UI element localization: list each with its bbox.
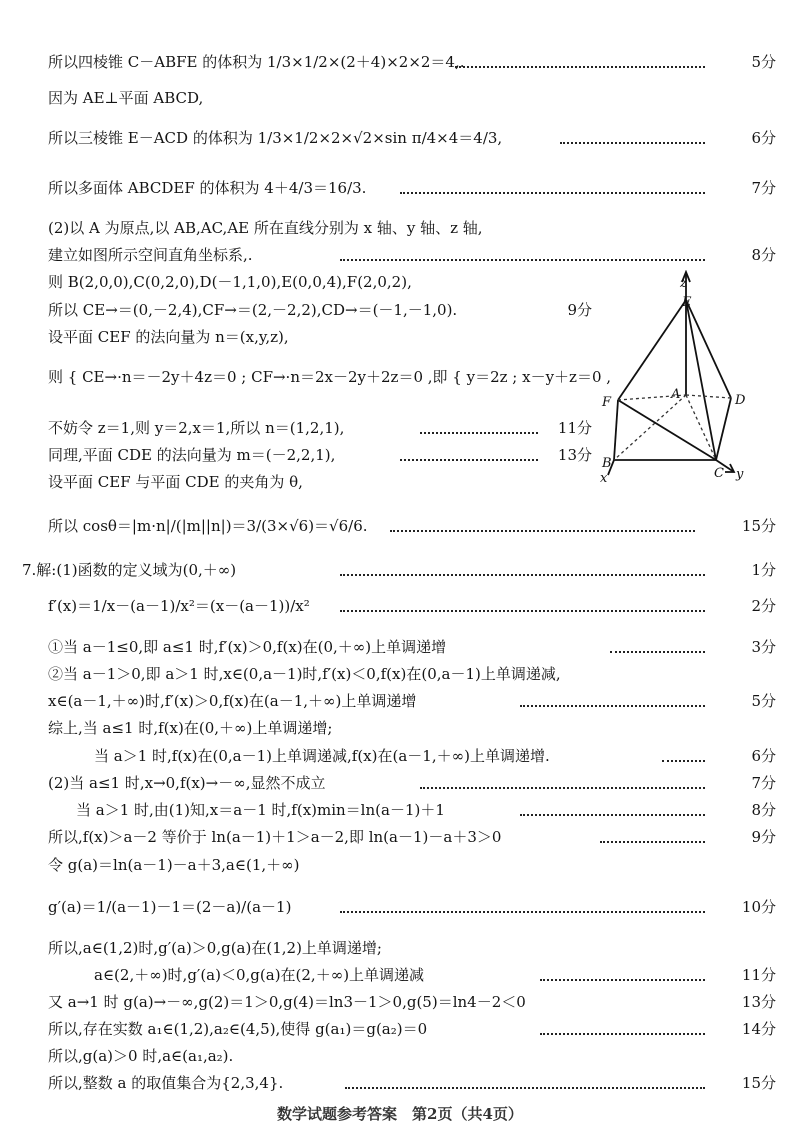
score-mark: 9分 [751,828,776,846]
label-F: F [602,395,612,410]
score-mark: 7分 [751,774,776,792]
text-line: 综上,当 a≤1 时,f(x)在(0,＋∞)上单调递增; [48,719,333,737]
text-line: 同理,平面 CDE 的法向量为 m＝(－2,2,1), [48,446,336,464]
score-mark: 5分 [751,53,776,71]
leader-dots [540,1033,705,1035]
score-mark: 15分 [741,1074,776,1092]
score-mark: 3分 [751,638,776,656]
text-line: 所以,存在实数 a₁∈(1,2),a₂∈(4,5),使得 g(a₁)＝g(a₂)＝0 [48,1020,428,1038]
label-z: z [680,276,687,291]
text-line: 所以,整数 a 的取值集合为{2,3,4}. [48,1074,284,1092]
text-line: 则 B(2,0,0),C(0,2,0),D(－1,1,0),E(0,0,4),F(2,0,2), [48,273,412,291]
leader-dots [560,142,705,144]
leader-dots [662,760,705,762]
edge-ED [686,300,731,398]
text-line: 因为 AE⊥平面 ABCD, [48,89,204,107]
score-mark: 1分 [751,561,776,579]
text-line: 建立如图所示空间直角坐标系,. [48,246,253,264]
page-footer: 数学试题参考答案 第2页（共4页） [277,1105,523,1123]
text-line: 所以多面体 ABCDEF 的体积为 4＋4/3＝16/3. [48,179,367,197]
leader-dots [520,814,705,816]
score-mark: 7分 [751,179,776,197]
text-line: 所以,f(x)＞a－2 等价于 ln(a－1)＋1＞a－2,即 ln(a－1)－a＋3＞0 [48,828,502,846]
score-mark: 2分 [751,597,776,615]
text-line: 所以三棱锥 E－ACD 的体积为 1/3×1/2×2×√2×sin π/4×4＝4/3, [48,129,503,147]
score-mark: 13分 [557,446,592,464]
edge-FB [614,400,618,460]
text-line: 设平面 CEF 的法向量为 n＝(x,y,z), [48,328,289,346]
score-mark: 8分 [751,246,776,264]
score-mark: 14分 [741,1020,776,1038]
leader-dots [610,651,705,653]
leader-dots [420,787,705,789]
text-line: 当 a＞1 时,由(1)知,x＝a－1 时,f(x)min＝ln(a－1)＋1 [76,801,445,819]
score-mark: 6分 [751,747,776,765]
text-line: (2)当 a≤1 时,x→0,f(x)→－∞,显然不成立 [48,774,326,792]
score-mark: 9分 [567,301,592,319]
text-line: 当 a＞1 时,f(x)在(0,a－1)上单调递减,f(x)在(a－1,＋∞)上单调递增. [94,747,550,765]
leader-dots [345,1087,705,1089]
score-mark: 10分 [741,898,776,916]
label-A: A [671,387,681,402]
score-mark: 15分 [741,517,776,535]
text-line: (2)以 A 为原点,以 AB,AC,AE 所在直线分别为 x 轴、y 轴、z 轴, [48,219,483,237]
edge-DC [716,398,731,460]
leader-dots [340,574,705,576]
edge-EC [686,300,716,460]
text-line: 不妨令 z＝1,则 y＝2,x＝1,所以 n＝(1,2,1), [48,419,345,437]
leader-dots [340,911,705,913]
score-mark: 11分 [557,419,592,437]
text-line: 设平面 CEF 与平面 CDE 的夹角为 θ, [48,473,303,491]
score-mark: 8分 [751,801,776,819]
text-line: 所以,a∈(1,2)时,g′(a)＞0,g(a)在(1,2)上单调递增; [48,939,382,957]
leader-dots [540,979,705,981]
score-mark: 5分 [751,692,776,710]
text-line: 所以 CE→＝(0,－2,4),CF→＝(2,－2,2),CD→＝(－1,－1,0). [48,301,458,319]
text-line: g′(a)＝1/(a－1)－1＝(2－a)/(a－1) [48,898,292,916]
edge-EF [618,300,686,400]
label-C: C [714,466,724,481]
text-line: f′(x)＝1/x－(a－1)/x²＝(x－(a－1))/x² [48,597,310,615]
leader-dots [400,192,705,194]
text-line: ②当 a－1＞0,即 a＞1 时,x∈(0,a－1)时,f′(x)＜0,f(x)在(0,a－1)上单调递减, [48,665,561,683]
label-B: B [602,456,612,471]
label-x: x [600,471,608,486]
text-line: 又 a→1 时 g(a)→－∞,g(2)＝1＞0,g(4)＝ln3－1＞0,g(5)＝ln4－2＜0 [48,993,526,1011]
edge-AD [686,395,731,398]
text-line: x∈(a－1,＋∞)时,f′(x)＞0,f(x)在(a－1,＋∞)上单调递增 [48,692,417,710]
text-line: 所以四棱锥 C－ABFE 的体积为 1/3×1/2×(2＋4)×2×2＝4,. [48,53,465,71]
text-line: 令 g(a)＝ln(a－1)－a＋3,a∈(1,＋∞) [48,856,300,874]
text-line: 则 { CE→·n＝－2y＋4z＝0 ; CF→·n＝2x－2y＋2z＝0 ,即 { y＝2z ; x－y＋z＝0 , [48,368,612,386]
text-line: ①当 a－1≤0,即 a≤1 时,f′(x)＞0,f(x)在(0,＋∞)上单调递增 [48,638,447,656]
leader-dots [340,259,705,261]
text-line: 所以 cosθ＝|m·n|/(|m||n|)＝3/(3×√6)＝√6/6. [48,517,368,535]
leader-dots [520,705,705,707]
leader-dots [400,459,538,461]
leader-dots [340,610,705,612]
leader-dots [390,530,695,532]
edge-FC [618,400,716,460]
text-line: 所以,g(a)＞0 时,a∈(a₁,a₂). [48,1047,234,1065]
leader-dots [600,841,705,843]
label-y: y [736,467,744,482]
score-mark: 6分 [751,129,776,147]
label-D: D [735,393,746,408]
leader-dots [455,66,705,68]
score-mark: 13分 [741,993,776,1011]
label-E: E [682,295,692,310]
text-line: a∈(2,＋∞)时,g′(a)＜0,g(a)在(2,＋∞)上单调递减 [94,966,425,984]
polyhedron-figure [594,270,784,495]
text-line: 7.解:(1)函数的定义域为(0,＋∞) [22,561,237,579]
leader-dots [420,432,538,434]
score-mark: 11分 [741,966,776,984]
